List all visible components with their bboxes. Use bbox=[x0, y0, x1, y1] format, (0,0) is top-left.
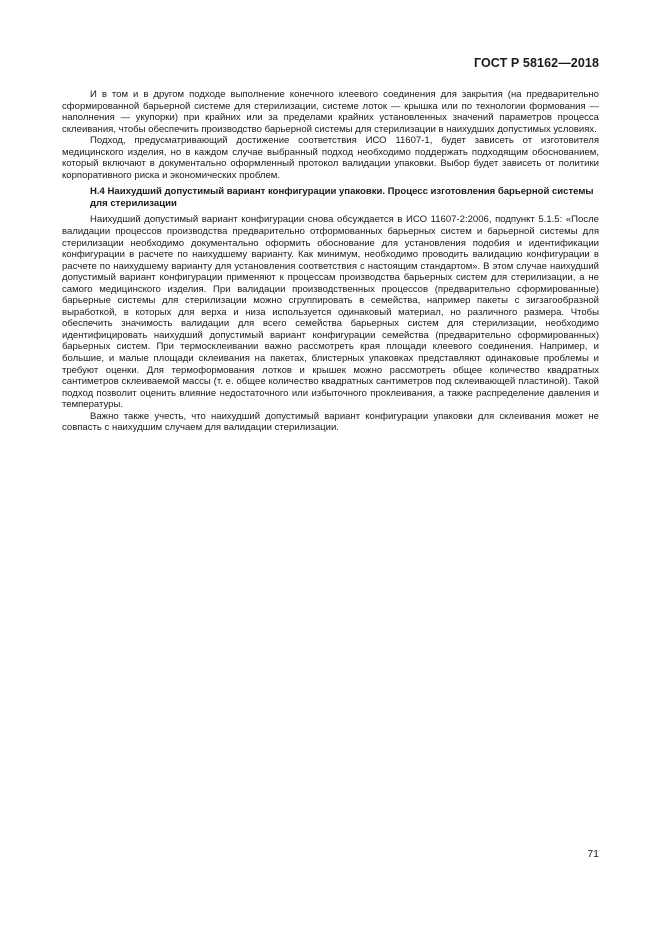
document-id-header: ГОСТ Р 58162—2018 bbox=[473, 56, 599, 70]
page-number: 71 bbox=[587, 848, 599, 860]
body-paragraph: Подход, предусматривающий достижение соответствия ИСО 11607-1, будет зависеть от изготовителя медицинского изделия, но в каждом случае выбранный подход необходимо поддержать подходящим обоснованием, который включают в документально оформленный протокол валидации упаковки. Выбор будет зависеть от политики корпоративного риска и экономических проблем. bbox=[62, 135, 599, 181]
section-heading: Н.4 Наихудший допустимый вариант конфигурации упаковки. Процесс изготовления барьерной системы для стерилизации bbox=[90, 186, 594, 209]
body-paragraph: Наихудший допустимый вариант конфигурации снова обсуждается в ИСО 11607-2:2006, подпункт 5.1.5: «После валидации процессов производства предварительно отформованных барьерных систем и барьерной системы для стерилизации необходимо документально оформить обоснование для установления подобия и идентификации конфигурации в расчете по наихудшему варианту. Как минимум, необходимо проводить валидацию конфигурации в расчете по наихудшему варианту для установления соответствия с настоящим стандартом». В этом случае наихудший допустимый вариант конфигурации применяют к процессам производства барьерных систем для стерилизации, а не самого медицинского изделия. При валидации производственных процессов (предварительно сформированные) барьерные системы для стерилизации можно сгруппировать в семейства, например пакеты с зигзагообразной выработкой, в которых для верха и низа используется одинаковый материал, но различного размера. Чтобы обеспечить значимость валидации для всего семейства барьерных систем для стерилизации, необходимо идентифицировать наихудший допустимый вариант конфигурации семейства (предварительно сформированных) барьерных систем. При термосклеивании важно рассмотреть края площади клеевого соединения. Например, и большие, и малые площади склеивания на пакетах, блистерных упаковках представляют одинаковые проблемы и требуют оценки. Для термоформования лотков и крышек можно рассмотреть общее количество квадратных сантиметров склеиваемой массы (т. е. общее количество квадратных сантиметров под склеивающей пластиной). Такой подход позволит оценить влияние недостаточного или избыточного проклеивания, а также распределение давления и температуры. bbox=[62, 214, 599, 411]
body-paragraph: И в том и в другом подходе выполнение конечного клеевого соединения для закрытия (на предварительно сформированной барьерной системе для стерилизации, системе лоток — крышка или по технологии формования — наполнения — укупорки) при крайних или за пределами крайних установленных значений параметров процесса склеивания, чтобы обеспечить производство барьерной системы для стерилизации в наихудших допустимых условиях. bbox=[62, 89, 599, 135]
page-body bbox=[62, 89, 599, 434]
body-paragraph: Важно также учесть, что наихудший допустимый вариант конфигурации упаковки для склеивания может не совпасть с наихудшим случаем для валидации стерилизации. bbox=[62, 410, 599, 434]
